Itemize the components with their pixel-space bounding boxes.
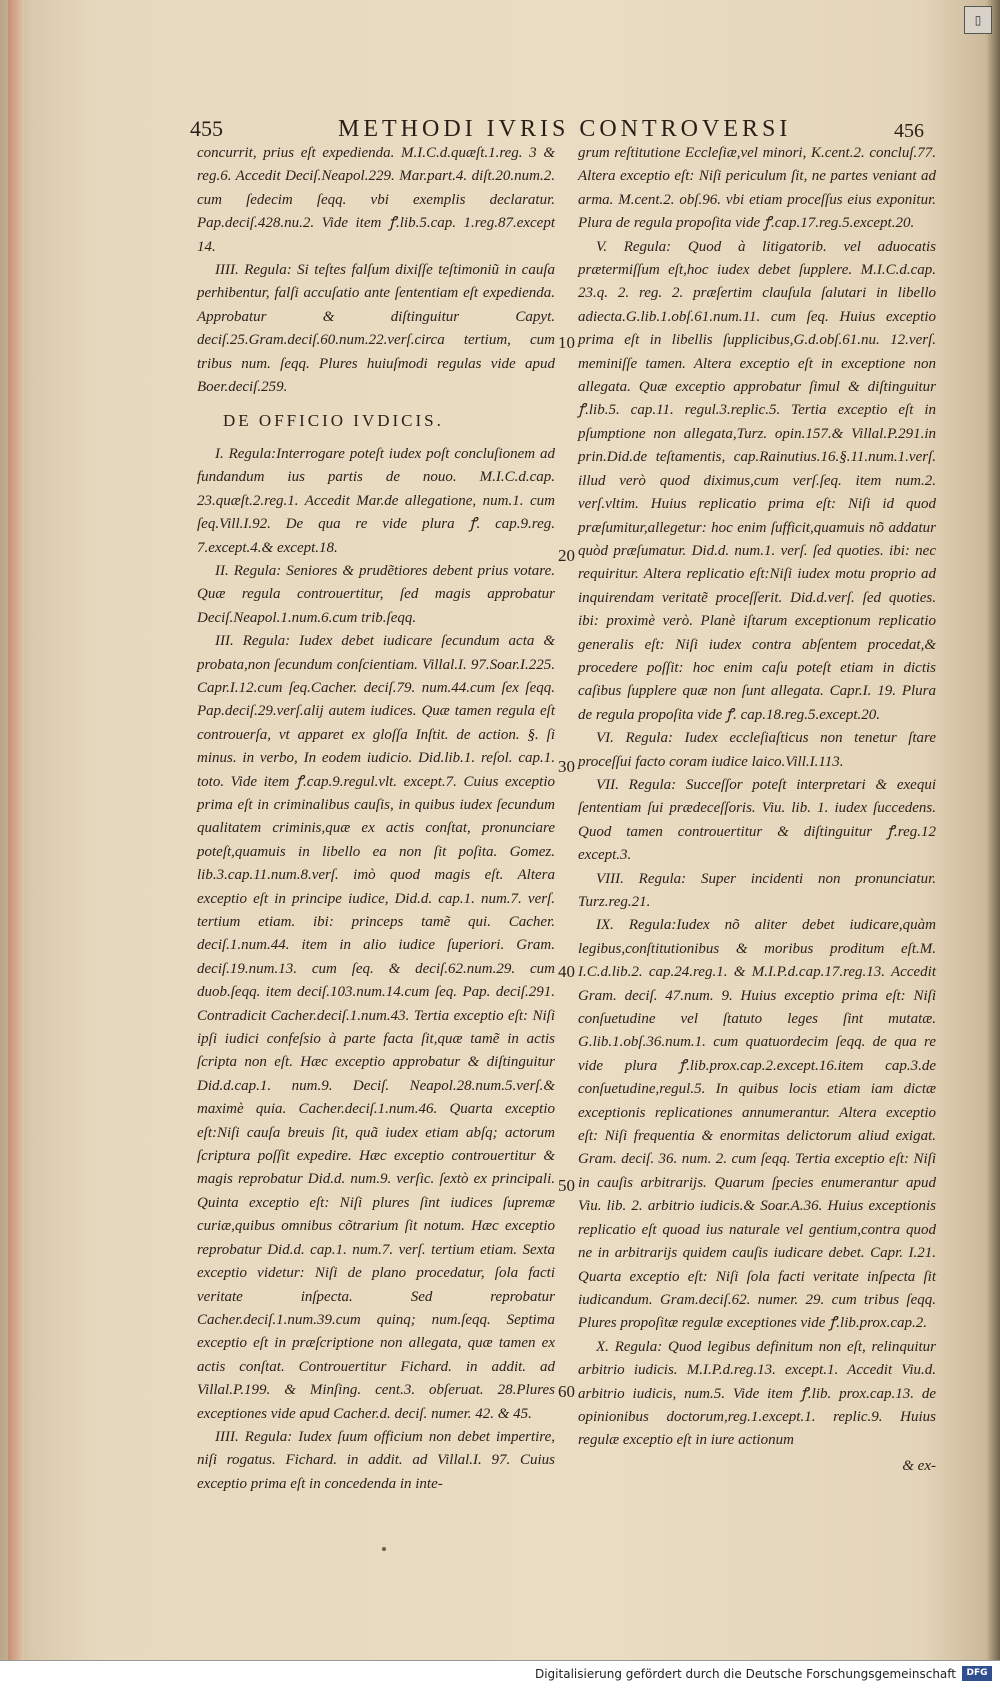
page-number-left: 455 [190,116,223,141]
paragraph: VI. Regula: Iudex eccleſiaſticus non tenetur ſtare proceſſui facto coram iudice laico.Vill.I.113. [578,730,936,770]
paragraph: II. Regula: Seniores & prudẽtiores debent prius votare. Quæ regula controuertitur, ſed magis approbatur Deciſ.Neapol.1.num.6.cum trib.ſeqq. [197,562,555,626]
page-edge [8,0,24,1660]
page-shadow [986,0,1000,1660]
catchword: & ex- [902,1457,936,1474]
funding-credit: Digitalisierung gefördert durch die Deutsche Forschungsgemeinschaft [534,1667,956,1681]
dfg-logo-icon: DFG [962,1666,992,1681]
line-number: 40 [558,962,575,981]
line-number: 30 [558,757,575,776]
page-number-right: 456 [894,120,924,142]
paragraph: IX. Regula:Iudex nõ aliter debet iudicare,quàm legibus,conſtitutionibus & moribus proditum eſt.M. I.C.d.lib.2. cap.24.reg.1. & M.I.P.d.cap.17.reg.13. Accedit Gram. deciſ. 47.num. 9. Huius exceptio prima eſt: Niſi conſuetudine vel ſtatuto leges ſint mutatæ. G.lib.1.obſ.36.num.1. cum quatuordecim ſeqq. de qua re vide plura ꝭ.lib.prox.cap.2.except.16.item cap.3.de conſuetudine,regul.5. In quibus locis etiam iam dictæ exceptionis replicationes annumerantur. Altera exceptio eſt: Niſi frequentia & enormitas delictorum aliud exigat. Gram. deciſ. 36. num. 2. cum ſeqq. Tertia exceptio eſt: Niſi in cauſis arbitrarijs. Quarum ſpecies enumerantur apud Viu. lib. 2. arbitrio iudicis.& Soar.A.36. Huius exceptionis replicatio eſt quoad ius naturale vel gentium,contra quod ne in arbitrarijs quidem cauſis iudicare debet. Capr. I.21. Quarta exceptio eſt: Niſi ſola facti veritate inſpecta ſit iudicandum. Gram.deciſ.62. numer. 29. cum tribus ſeqq. Plures propoſitæ regulæ exceptiones vide ꝭ.lib.prox.cap.2. [578,917,936,1332]
paragraph: IIII. Regula: Iudex ſuum officium non debet impertire, niſi rogatus. Fichard. in addit. ad Villal.I. 97. Cuius exceptio prima eſt in concedenda in inte- [197,1428,555,1492]
paragraph: VIII. Regula: Super incidenti non pronunciatur. Turz.reg.21. [578,870,936,910]
line-number: 50 [558,1176,575,1195]
scan-corner-icon: ▯ [964,6,992,34]
paragraph: III. Regula: Iudex debet iudicare ſecundum acta & probata,non ſecundum conſcientiam. Villal.I. 97.Soar.I.225. Capr.I.12.cum ſeq.Cacher. deciſ.79. num.44.cum ſex ſeqq. Pap.deciſ.29.verſ.alij autem iudices. Quæ tamen regula eſt controuerſa, vt apparet ex gloſſa Inſtit. de action. §. ſi minus. in verbo, In eodem iudicio. Did.lib.1. reſol. cap.1. toto. Vide item ꝭ.cap.9.regul.vlt. except.7. Cuius exceptio prima eſt in criminalibus cauſis, in quibus iudex ſecundum qualitatem criminis,quæ ex actis conſtat, pronunciare poteſt,quamuis in libello ea non ſit poſita. Gomez. lib.3.cap.11.num.8.verſ. imò quod magis eſt. Altera exceptio eſt in principe iudice, Did.d. cap.1. num.7. verſ. tertium etiam. ibi: princeps tamẽ qui. Cacher. deciſ.1.num.44. item in alio iudice ſuperiori. Gram. deciſ.19.num.13. cum ſeq. & deciſ.62.num.29. cum duob.ſeqq. item deciſ.103.num.14.cum ſeq. Pap. deciſ.291. Contradicit Cacher.deciſ.1.num.43. Tertia exceptio eſt: Niſi ipſi iudici confeſsio à parte facta ſit,quæ tamẽ in actis ſcripta non eſt. Hæc exceptio approbatur & diſtinguitur Did.d.cap.1. num.9. Deciſ. Neapol.28.num.5.verſ.& maximè quia. Cacher.deciſ.1.num.46. Quarta exceptio eſt:Niſi cauſa breuis ſit, quã iudex etiam abſq; actorum ſcriptura poſſit expedire. Hæc exceptio controuertitur & magis reprobatur Did.d. num.9. verſic. ſextò ex principali. Quinta exceptio eſt: Niſi plures ſint iudices ſupremæ curiæ,quibus omnibus cõtrarium ſit notum. Hæc exceptio reprobatur Did.d. cap.1. num.7. verſ. tertium etiam. Sexta exceptio videtur: Niſi de plano procedatur, ſola facti veritate inſpecta. Sed reprobatur Cacher.deciſ.1.num.39.cum quinq; num.ſeqq. Septima exceptio eſt in præſcriptione non allegata, quæ tamen ex actis conſtat. Controuertitur Fichard. in addit. ad Villal.P.199. & Minſing. cent.3. obſeruat. 28.Plures exceptiones vide apud Cacher.d. deciſ. numer. 42. & 45. [197,633,555,1422]
ink-spot [382,1547,386,1551]
paragraph: VII. Regula: Succeſſor poteſt interpretari & exequi ſententiam ſui prædeceſſoris. Viu. lib. 1. iudex ſuccedens. Quod tamen controuertitur & diſtinguitur ꝭ.reg.12 except.3. [578,776,936,864]
left-column [197,142,555,1496]
line-number: 10 [558,333,575,352]
paragraph: grum reſtitutione Eccleſiæ,vel minori, K.cent.2. concluſ.77. Altera exceptio eſt: Niſi periculum ſit, ne partes veniant ad arma. M.cent.2. obſ.96. vbi etiam proceſſus eius exponitur. Plura de regula propoſita vide ꝭ.cap.17.reg.5.except.20. [578,145,936,232]
line-number: 60 [558,1382,575,1401]
paragraph: concurrit, prius eſt expedienda. M.I.C.d.quæſt.1.reg. 3 & reg.6. Accedit Deciſ.Neapol.229. Mar.part.4. diſt.20.num.2. cum ſedecim ſeqq. vbi exemplis declaratur. Pap.deciſ.428.nu.2. Vide item ꝭ.lib.5.cap. 1.reg.87.except 14. [197,145,555,255]
paragraph: I. Regula:Interrogare poteſt iudex poſt concluſionem ad fundandum ius partis de nouo. M.I.C.d.cap. 23.quæſt.2.reg.1. Accedit Mar.de allegatione, num.1. cum ſeq.Vill.I.92. De qua re vide plura ꝭ. cap.9.reg. 7.except.4.& except.18. [197,445,555,556]
running-title: METHODI IVRIS CONTROVERSI [338,116,792,142]
section-title: DE OFFICIO IVDICIS. [223,411,444,431]
paragraph: V. Regula: Quod à litigatorib. vel aduocatis prætermiſſum eſt,hoc iudex debet ſupplere. M.I.C.d.cap. 23.q. 2. reg. 2. præſertim clauſula ſalutari in libello adiecta.G.lib.1.obſ.61.num.11. cum ſeq. Huius exceptio prima eſt in libellis ſupplicibus,G.d.obſ.61.nu. 12.verſ. meminiſſe tamen. Altera exceptio eſt in exceptione non allegata. Quæ exceptio approbatur ſimul & diſtinguitur ꝭ.lib.5. cap.11. regul.3.replic.5. Tertia exceptio eſt in pſumptione non allegata,Turz. opin.157.& Villal.P.291.in prin.Did.de teſtamentis, cap.Rainutius.16.§.11.num.1.verſ. illud verò quod diximus,cum verſ.ſeq. item num.2. verſ.vltim. Huius replicatio prima eſt: Niſi id quod præſumitur,allegetur: hoc enim ſufficit,quamuis nõ addatur quòd præſumatur. Did.d. num.1. verſ. ſed quoties. ibi: nec requiritur. Altera replicatio eſt:Niſi iudex motu proprio ad inquirendam veritatẽ proceſſerit. Did.d.verſ. ſed quoties. ibi: proximè verò. Planè iſtarum exceptionum replicatio generalis eſt: Niſi iudex contra abſentem procedat,& procedere poſſit: hoc enim caſu poteſt etiam in dictis caſibus ſupplere quæ non ſunt allegata. Capr.I. 19. Plura de regula propoſita vide ꝭ. cap.18.reg.5.except.20. [578,238,936,723]
paragraph: IIII. Regula: Si teſtes falſum dixiſſe teſtimoniũ in cauſa perhibentur, falſi accuſatio ante ſententiam eſt expedienda. Approbatur & diſtinguitur Capyt. deciſ.25.Gram.deciſ.60.num.22.verſ.circa tertium, cum tribus num. ſeqq. Plures huiuſmodi regulas vide apud Boer.deciſ.259. [197,262,555,396]
line-number: 20 [558,546,575,565]
footer-bar [0,1660,1000,1688]
paragraph: X. Regula: Quod legibus definitum non eſt, relinquitur arbitrio iudicis. M.I.P.d.reg.13. except.1. Accedit Viu.d. arbitrio iudicis, num.5. Vide item ꝭ.lib. prox.cap.13. de opinionibus doctorum,reg.1.except.1. replic.9. Huius regulæ exceptio eſt in iure actionum [578,1338,936,1449]
right-column [578,142,936,1478]
